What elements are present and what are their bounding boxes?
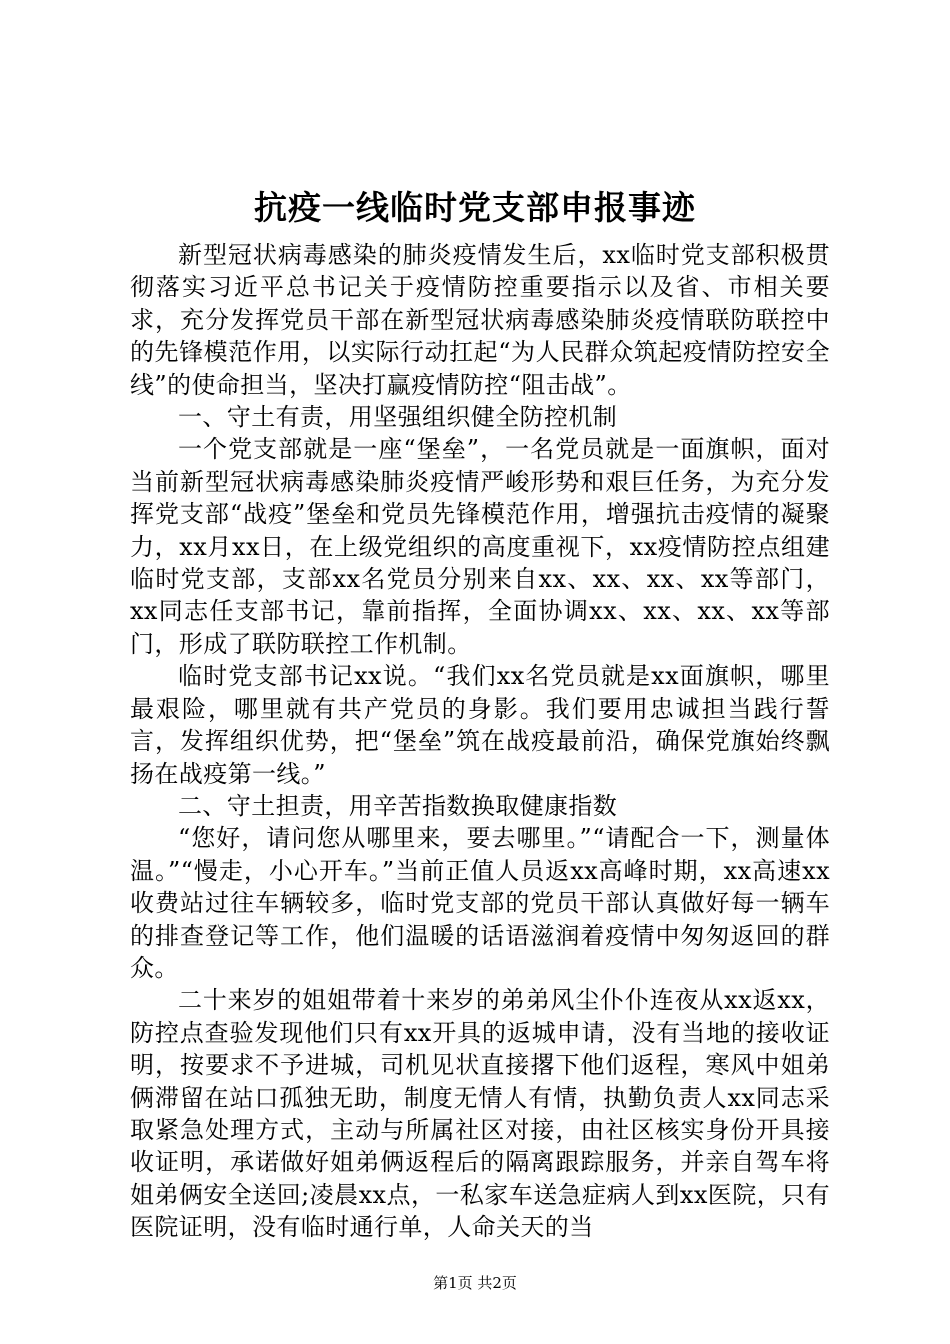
intro-paragraph: 新型冠状病毒感染的肺炎疫情发生后，xx临时党支部积极贯彻落实习近平总书记关于疫情防控重要指示以及省、市相关要求，充分发挥党员干部在新型冠状病毒感染肺炎疫情联防联控中的先锋模范作用，以实际行动扛起“为人民群众筑起疫情防控安全线”的使命担当，坚决打赢疫情防控“阻击战”。 (130, 241, 830, 399)
section-heading-2: 二、守土担责，用辛苦指数换取健康指数 (178, 791, 618, 820)
body-paragraph: 二十来岁的姐姐带着十来岁的弟弟风尘仆仆连夜从xx返xx，防控点查验发现他们只有xx开具的返城申请，没有当地的接收证明，按要求不予进城，司机见状直接撂下他们返程，寒风中姐弟俩滞留在站口孤独无助，制度无情人有情，执勤负责人xx同志采取紧急处理方式，主动与所属社区对接，由社区核实身份开具接收证明，承诺做好姐弟俩返程后的隔离跟踪服务，并亲自驾车将姐弟俩安全送回;凌晨xx点，一私家车送急症病人到xx医院，只有医院证明，没有临时通行单，人命关天的当 (130, 986, 830, 1242)
section-heading-1: 一、守土有责，用坚强组织健全防控机制 (178, 403, 618, 432)
document-title: 抗疫一线临时党支部申报事迹 (254, 188, 696, 227)
document-body (130, 239, 830, 1244)
body-paragraph: 一个党支部就是一座“堡垒”，一名党员就是一面旗帜，面对当前新型冠状病毒感染肺炎疫情严峻形势和艰巨任务，为充分发挥党支部“战疫”堡垒和党员先锋模范作用，增强抗击疫情的凝聚力，xx月xx日，在上级党组织的高度重视下，xx疫情防控点组建临时党支部，支部xx名党员分别来自xx、xx、xx、xx等部门，xx同志任支部书记，靠前指挥，全面协调xx、xx、xx、xx等部门，形成了联防联控工作机制。 (130, 435, 830, 658)
body-paragraph: 临时党支部书记xx说。“我们xx名党员就是xx面旗帜，哪里最艰险，哪里就有共产党员的身影。我们要用忠诚担当践行誓言，发挥组织优势，把“堡垒”筑在战疫最前沿，确保党旗始终飘扬在战疫第一线。” (130, 662, 830, 788)
page-footer: 第1页 共2页 (433, 1274, 517, 1292)
body-paragraph: “您好，请问您从哪里来，要去哪里。”“请配合一下，测量体温。”“慢走，小心开车。”当前正值人员返xx高峰时期，xx高速xx收费站过往车辆较多，临时党支部的党员干部认真做好每一辆车的排查登记等工作，他们温暖的话语滋润着疫情中匆匆返回的群众。 (130, 824, 830, 982)
